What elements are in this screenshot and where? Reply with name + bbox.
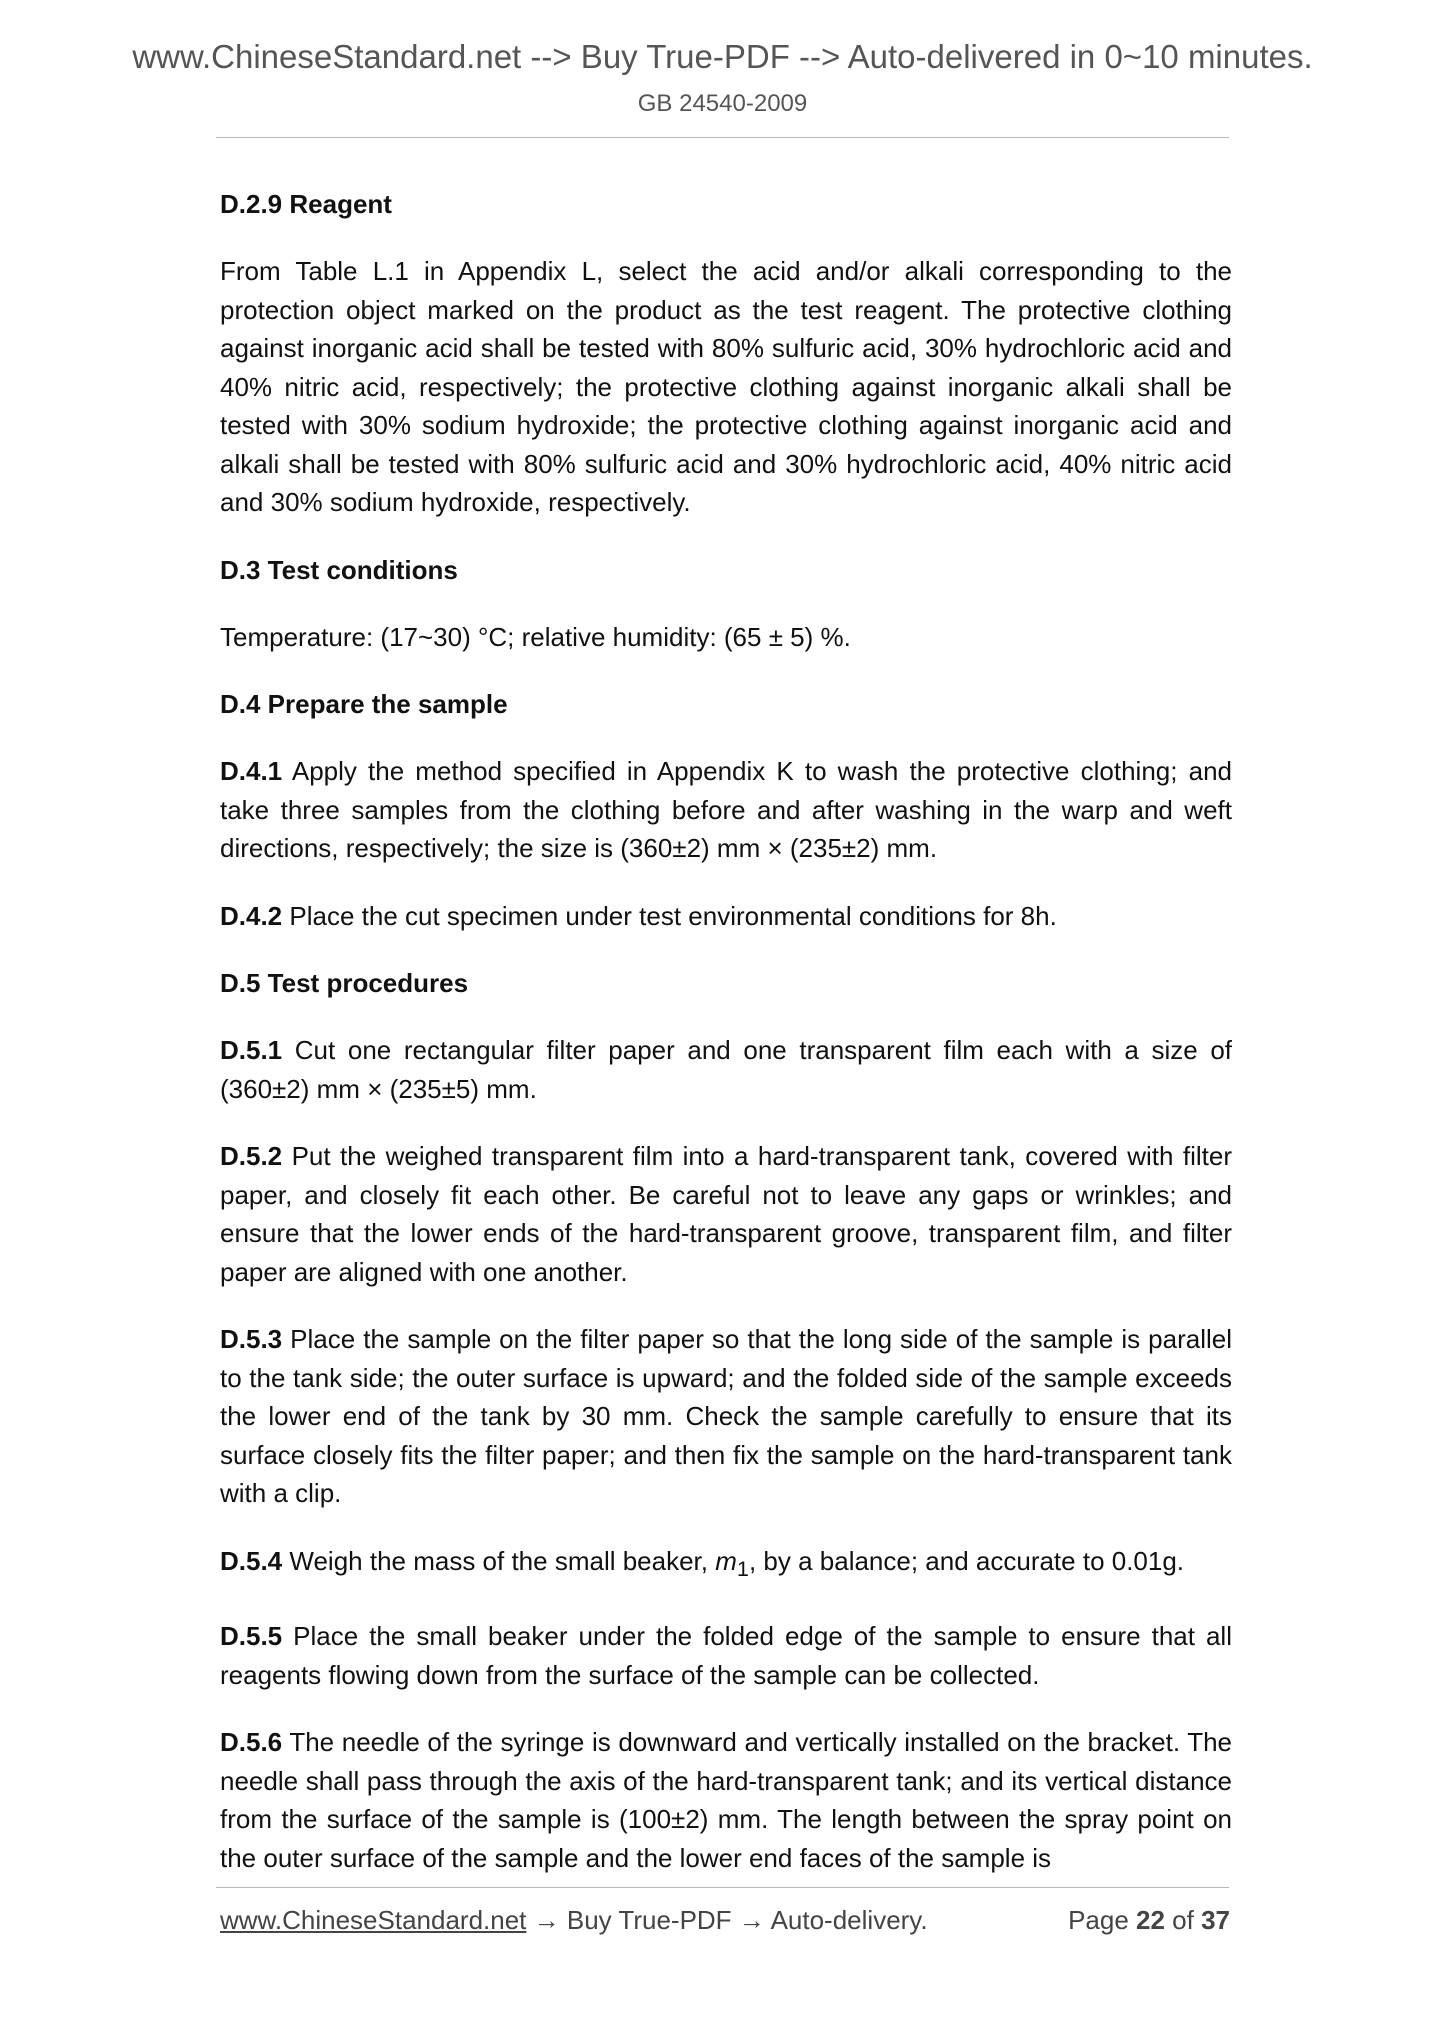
section-heading-d29: D.2.9 Reagent [220,189,392,219]
page-label: Page [1068,1905,1137,1935]
clause-number: D.4.2 [220,900,283,931]
footer-source [220,1905,928,1936]
paragraph-d3: Temperature: (17~30) °C; relative humidity: (65 ± 5) %. [220,621,851,652]
footer-text: → Buy True-PDF → Auto-delivery. [526,1905,928,1935]
standard-code: GB 24540-2009 [637,90,808,117]
clause-number: D.5.1 [220,1035,283,1065]
clause-text: Weigh the mass of the small beaker, [289,1545,716,1576]
clause-number: D.5.5 [220,1621,283,1652]
clause-number: D.5.4 [220,1545,283,1576]
paragraph-d54 [220,1542,1232,1589]
clause-text: , by a balance; and accurate to 0.01g. [748,1545,1185,1576]
clause-text: Apply the method specified in Appendix K to wash the protective clothing; and take three samples from the clothing before and after washing in the warp and weft directions, respectively; the size is (360±2) mm × (235±2) mm. [220,756,1232,863]
paragraph-d53 [220,1320,1232,1513]
paragraph-d56 [220,1723,1232,1877]
mass-variable: m [715,1545,737,1576]
source-link[interactable]: www.ChineseStandard.net [220,1905,527,1935]
total-pages: 37 [1201,1905,1230,1935]
source-banner: www.ChineseStandard.net --> Buy True-PDF --> Auto-delivered in 0~10 minutes. [132,38,1313,75]
clause-text: The needle of the syringe is downward and vertically installed on the bracket. The needle shall pass through the axis of the hard-transparent tank; and its vertical distance from the surface of the sample is (100±2) mm. The length between the spray point on the outer surface of the sample and the lower end faces of the sample is [220,1727,1232,1873]
clause-number: D.5.3 [220,1324,283,1354]
paragraph-d52 [220,1137,1232,1291]
mass-subscript: 1 [736,1555,749,1581]
footer-divider [216,1887,1229,1888]
section-heading-d4: D.4 Prepare the sample [220,689,508,719]
clause-number: D.5.6 [220,1727,283,1758]
paragraph-d42 [220,897,1232,936]
section-heading-d5: D.5 Test procedures [220,968,469,998]
section-heading-d3: D.3 Test conditions [220,554,458,585]
clause-text: Put the weighed transparent film into a hard-transparent tank, covered with filter paper, and closely fit each other. Be careful not to leave any gaps or wrinkles; and ensure that the lower ends of the hard-transparent groove, transparent film, and filter paper are aligned with one another. [220,1141,1232,1287]
paragraph-d51 [220,1031,1232,1108]
page-number: 22 [1136,1905,1165,1935]
header-divider [216,137,1229,138]
paragraph-d41 [220,752,1232,868]
clause-text: Place the sample on the filter paper so that the long side of the sample is parallel to the tank side; the outer surface is upward; and the folded side of the sample exceeds the lower end of the tank by 30 mm. Check the sample carefully to ensure that its surface closely fits the filter paper; and then fix the sample on the hard-transparent tank with a clip. [220,1324,1232,1508]
clause-number: D.4.1 [220,756,283,786]
document-body [220,185,1232,1877]
paragraph-d29: From Table L.1 in Appendix L, select the acid and/or alkali corresponding to the protection object marked on the product as the test reagent. The protective clothing against inorganic acid shall be tested with 80% sulfuric acid, 30% hydrochloric acid and 40% nitric acid, respectively; the protective clothing against inorganic alkali shall be tested with 30% sodium hydroxide; the protective clothing against inorganic acid and alkali shall be tested with 80% sulfuric acid and 30% hydrochloric acid, 40% nitric acid and 30% sodium hydroxide, respectively. [220,256,1232,517]
clause-number: D.5.2 [220,1141,283,1171]
clause-text: Place the small beaker under the folded edge of the sample to ensure that all reagents flowing down from the surface of the sample can be collected. [220,1621,1232,1690]
of-label: of [1164,1905,1202,1935]
paragraph-d55 [220,1617,1232,1694]
clause-text: Cut one rectangular filter paper and one transparent film each with a size of (360±2) mm × (235±5) mm. [220,1035,1232,1104]
clause-text: Place the cut specimen under test environmental conditions for 8h. [289,900,1057,931]
page-footer [220,1905,1230,1945]
page-indicator [1068,1905,1230,1936]
